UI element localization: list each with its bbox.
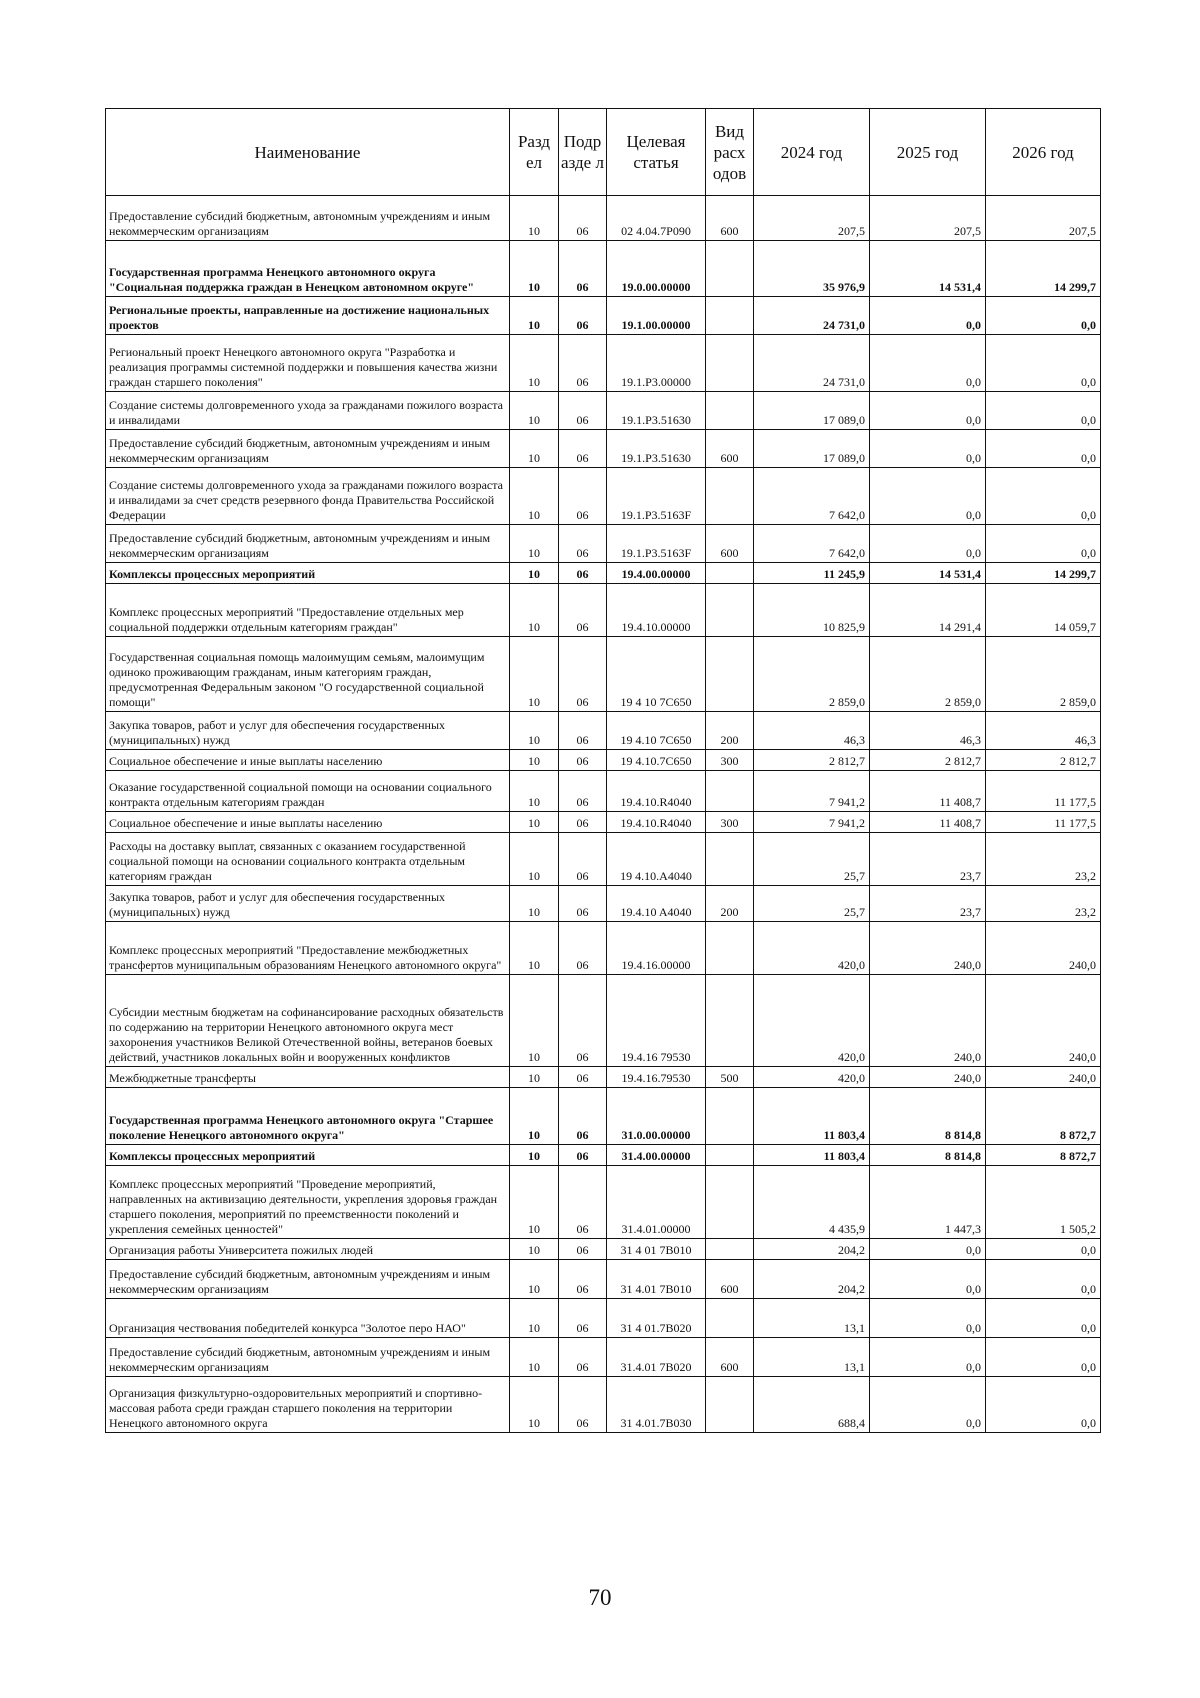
table-row — [106, 812, 1101, 833]
row-value-2025: 14 531,4 — [870, 563, 986, 584]
row-value-2026: 14 299,7 — [986, 563, 1101, 584]
row-value-2024: 204,2 — [754, 1260, 870, 1299]
row-expense-type: 600 — [706, 1338, 754, 1377]
row-value-2024: 17 089,0 — [754, 392, 870, 430]
row-subsection: 06 — [559, 712, 607, 750]
row-section: 10 — [510, 241, 559, 297]
row-expense-type — [706, 297, 754, 335]
row-expense-type — [706, 637, 754, 712]
row-value-2026: 46,3 — [986, 712, 1101, 750]
row-section: 10 — [510, 430, 559, 468]
row-name: Организация чествования победителей конкурса "Золотое перо НАО" — [106, 1299, 510, 1338]
row-name: Организация физкультурно-оздоровительных мероприятий и спортивно-массовая работа среди граждан старшего поколения на территории Ненецкого автономного округа — [106, 1377, 510, 1433]
row-target-article: 19.4.00.00000 — [607, 563, 706, 584]
row-expense-type — [706, 584, 754, 637]
row-section: 10 — [510, 975, 559, 1067]
row-expense-type: 600 — [706, 525, 754, 563]
row-target-article: 31.0.00.00000 — [607, 1088, 706, 1145]
row-section: 10 — [510, 637, 559, 712]
table-row — [106, 392, 1101, 430]
row-expense-type — [706, 922, 754, 975]
row-value-2024: 420,0 — [754, 1067, 870, 1088]
row-subsection: 06 — [559, 1166, 607, 1239]
row-value-2024: 13,1 — [754, 1338, 870, 1377]
row-value-2025: 0,0 — [870, 525, 986, 563]
row-subsection: 06 — [559, 886, 607, 922]
row-expense-type: 300 — [706, 750, 754, 771]
row-target-article: 19.1.00.00000 — [607, 297, 706, 335]
row-target-article: 19.0.00.00000 — [607, 241, 706, 297]
table-row — [106, 637, 1101, 712]
row-name: Комплекс процессных мероприятий "Проведение мероприятий, направленных на активизацию деятельности, укрепления здоровья граждан старшего поколения, мероприятий по преемственности поколений и укрепления семейных ценностей" — [106, 1166, 510, 1239]
row-value-2024: 7 642,0 — [754, 468, 870, 525]
row-target-article: 19.1.P3.51630 — [607, 430, 706, 468]
table-row — [106, 1067, 1101, 1088]
budget-table — [105, 108, 1101, 1433]
row-expense-type: 200 — [706, 886, 754, 922]
row-name: Региональные проекты, направленные на достижение национальных проектов — [106, 297, 510, 335]
row-name: Организация работы Университета пожилых людей — [106, 1239, 510, 1260]
row-name: Предоставление субсидий бюджетным, автономным учреждениям и иным некоммерческим организациям — [106, 1260, 510, 1299]
row-value-2026: 11 177,5 — [986, 812, 1101, 833]
row-name: Оказание государственной социальной помощи на основании социального контракта отдельным категориям граждан — [106, 771, 510, 812]
row-target-article: 19.4.16 79530 — [607, 975, 706, 1067]
row-subsection: 06 — [559, 1260, 607, 1299]
row-value-2024: 2 812,7 — [754, 750, 870, 771]
row-subsection: 06 — [559, 812, 607, 833]
row-value-2026: 0,0 — [986, 392, 1101, 430]
row-name: Предоставление субсидий бюджетным, автономным учреждениям и иным некоммерческим организациям — [106, 430, 510, 468]
header-subsection: Подр азде л — [559, 109, 607, 196]
row-subsection: 06 — [559, 1338, 607, 1377]
row-name: Социальное обеспечение и иные выплаты населению — [106, 812, 510, 833]
row-name: Предоставление субсидий бюджетным, автономным учреждениям и иным некоммерческим организациям — [106, 196, 510, 241]
row-subsection: 06 — [559, 584, 607, 637]
table-row — [106, 1166, 1101, 1239]
row-section: 10 — [510, 584, 559, 637]
row-value-2026: 2 859,0 — [986, 637, 1101, 712]
row-section: 10 — [510, 1088, 559, 1145]
row-value-2025: 0,0 — [870, 335, 986, 392]
row-value-2024: 25,7 — [754, 833, 870, 886]
header-target-article: Целевая статья — [607, 109, 706, 196]
row-section: 10 — [510, 1377, 559, 1433]
row-section: 10 — [510, 297, 559, 335]
row-section: 10 — [510, 1239, 559, 1260]
row-value-2025: 240,0 — [870, 1067, 986, 1088]
row-value-2024: 35 976,9 — [754, 241, 870, 297]
row-expense-type — [706, 392, 754, 430]
row-subsection: 06 — [559, 1299, 607, 1338]
row-value-2024: 46,3 — [754, 712, 870, 750]
header-2025: 2025 год — [870, 109, 986, 196]
row-value-2026: 0,0 — [986, 1338, 1101, 1377]
row-target-article: 19.4.10 A4040 — [607, 886, 706, 922]
row-subsection: 06 — [559, 297, 607, 335]
row-name: Комплекс процессных мероприятий "Предоставление отдельных мер социальной поддержки отдельным категориям граждан" — [106, 584, 510, 637]
row-subsection: 06 — [559, 335, 607, 392]
row-name: Государственная программа Ненецкого автономного округа "Социальная поддержка граждан в Ненецком автономном округе" — [106, 241, 510, 297]
row-section: 10 — [510, 833, 559, 886]
row-value-2024: 7 941,2 — [754, 812, 870, 833]
table-row — [106, 563, 1101, 584]
row-value-2025: 14 531,4 — [870, 241, 986, 297]
row-subsection: 06 — [559, 1239, 607, 1260]
row-target-article: 31 4.01 7B010 — [607, 1260, 706, 1299]
row-expense-type: 300 — [706, 812, 754, 833]
row-expense-type — [706, 1166, 754, 1239]
row-section: 10 — [510, 1260, 559, 1299]
header-expense-type: Вид расх одов — [706, 109, 754, 196]
row-value-2024: 24 731,0 — [754, 297, 870, 335]
row-subsection: 06 — [559, 975, 607, 1067]
row-value-2025: 2 812,7 — [870, 750, 986, 771]
row-expense-type: 600 — [706, 196, 754, 241]
row-name: Комплексы процессных мероприятий — [106, 563, 510, 584]
table-row — [106, 196, 1101, 241]
header-2026: 2026 год — [986, 109, 1101, 196]
row-expense-type: 600 — [706, 1260, 754, 1299]
row-value-2025: 8 814,8 — [870, 1145, 986, 1166]
header-name: Наименование — [106, 109, 510, 196]
row-name: Социальное обеспечение и иные выплаты населению — [106, 750, 510, 771]
row-target-article: 31.4.00.00000 — [607, 1145, 706, 1166]
row-value-2024: 420,0 — [754, 922, 870, 975]
row-expense-type — [706, 563, 754, 584]
header-2024: 2024 год — [754, 109, 870, 196]
table-row — [106, 430, 1101, 468]
row-value-2024: 24 731,0 — [754, 335, 870, 392]
row-value-2024: 420,0 — [754, 975, 870, 1067]
row-value-2025: 0,0 — [870, 1299, 986, 1338]
row-name: Комплекс процессных мероприятий "Предоставление межбюджетных трансфертов муниципальным образованиям Ненецкого автономного округа" — [106, 922, 510, 975]
row-value-2025: 0,0 — [870, 392, 986, 430]
row-target-article: 19 4.10 7C650 — [607, 712, 706, 750]
row-section: 10 — [510, 922, 559, 975]
row-value-2026: 207,5 — [986, 196, 1101, 241]
table-row — [106, 1338, 1101, 1377]
row-value-2024: 17 089,0 — [754, 430, 870, 468]
table-row — [106, 297, 1101, 335]
row-value-2025: 23,7 — [870, 886, 986, 922]
row-value-2024: 7 941,2 — [754, 771, 870, 812]
header-section: Разд ел — [510, 109, 559, 196]
row-value-2024: 688,4 — [754, 1377, 870, 1433]
row-value-2024: 11 245,9 — [754, 563, 870, 584]
row-name: Предоставление субсидий бюджетным, автономным учреждениям и иным некоммерческим организациям — [106, 1338, 510, 1377]
table-row — [106, 712, 1101, 750]
row-expense-type: 500 — [706, 1067, 754, 1088]
row-value-2026: 8 872,7 — [986, 1145, 1101, 1166]
row-value-2024: 7 642,0 — [754, 525, 870, 563]
row-expense-type — [706, 1088, 754, 1145]
table-row — [106, 1299, 1101, 1338]
row-subsection: 06 — [559, 922, 607, 975]
row-section: 10 — [510, 886, 559, 922]
row-name: Региональный проект Ненецкого автономного округа "Разработка и реализация программы системной поддержки и повышения качества жизни граждан старшего поколения" — [106, 335, 510, 392]
row-name: Субсидии местным бюджетам на софинансирование расходных обязательств по содержанию на территории Ненецкого автономного округа мест захоронения участников Великой Отечественной войны, ветеранов боевых действий, участников локальных войн и вооруженных конфликтов — [106, 975, 510, 1067]
row-value-2025: 2 859,0 — [870, 637, 986, 712]
table-row — [106, 1260, 1101, 1299]
row-subsection: 06 — [559, 430, 607, 468]
row-name: Закупка товаров, работ и услуг для обеспечения государственных (муниципальных) нужд — [106, 886, 510, 922]
row-value-2025: 0,0 — [870, 1377, 986, 1433]
row-target-article: 19.4.16.79530 — [607, 1067, 706, 1088]
row-expense-type — [706, 1299, 754, 1338]
row-value-2025: 1 447,3 — [870, 1166, 986, 1239]
row-subsection: 06 — [559, 1377, 607, 1433]
row-target-article: 19.4.10.00000 — [607, 584, 706, 637]
row-expense-type — [706, 335, 754, 392]
row-value-2025: 11 408,7 — [870, 771, 986, 812]
row-value-2026: 240,0 — [986, 922, 1101, 975]
table-row — [106, 1239, 1101, 1260]
row-subsection: 06 — [559, 196, 607, 241]
row-value-2026: 0,0 — [986, 297, 1101, 335]
row-target-article: 31.4.01 7B020 — [607, 1338, 706, 1377]
table-row — [106, 525, 1101, 563]
row-value-2025: 0,0 — [870, 1338, 986, 1377]
row-subsection: 06 — [559, 241, 607, 297]
row-target-article: 31 4 01.7B020 — [607, 1299, 706, 1338]
row-name: Закупка товаров, работ и услуг для обеспечения государственных (муниципальных) нужд — [106, 712, 510, 750]
row-expense-type — [706, 833, 754, 886]
row-value-2024: 10 825,9 — [754, 584, 870, 637]
row-section: 10 — [510, 771, 559, 812]
table-row — [106, 771, 1101, 812]
row-target-article: 31 4 01 7B010 — [607, 1239, 706, 1260]
table-row — [106, 335, 1101, 392]
row-value-2026: 240,0 — [986, 1067, 1101, 1088]
row-value-2025: 14 291,4 — [870, 584, 986, 637]
row-subsection: 06 — [559, 468, 607, 525]
row-value-2026: 14 299,7 — [986, 241, 1101, 297]
row-section: 10 — [510, 1166, 559, 1239]
row-value-2025: 23,7 — [870, 833, 986, 886]
row-section: 10 — [510, 1145, 559, 1166]
row-subsection: 06 — [559, 563, 607, 584]
row-section: 10 — [510, 392, 559, 430]
row-expense-type — [706, 468, 754, 525]
row-value-2025: 240,0 — [870, 975, 986, 1067]
row-section: 10 — [510, 525, 559, 563]
row-section: 10 — [510, 196, 559, 241]
row-value-2026: 8 872,7 — [986, 1088, 1101, 1145]
row-section: 10 — [510, 1067, 559, 1088]
row-value-2026: 240,0 — [986, 975, 1101, 1067]
row-name: Создание системы долговременного ухода за гражданами пожилого возраста и инвалидами за счет средств резервного фонда Правительства Российской Федерации — [106, 468, 510, 525]
row-value-2025: 11 408,7 — [870, 812, 986, 833]
row-value-2026: 23,2 — [986, 833, 1101, 886]
row-name: Создание системы долговременного ухода за гражданами пожилого возраста и инвалидами — [106, 392, 510, 430]
row-subsection: 06 — [559, 1088, 607, 1145]
row-subsection: 06 — [559, 1067, 607, 1088]
row-name: Государственная социальная помощь малоимущим семьям, малоимущим одиноко проживающим гражданам, иным категориям граждан, предусмотренная Федеральным законом "О государственной социальной помощи" — [106, 637, 510, 712]
row-value-2026: 0,0 — [986, 525, 1101, 563]
row-section: 10 — [510, 812, 559, 833]
row-value-2025: 0,0 — [870, 1260, 986, 1299]
row-target-article: 02 4.04.7P090 — [607, 196, 706, 241]
row-expense-type — [706, 975, 754, 1067]
row-name: Комплексы процессных мероприятий — [106, 1145, 510, 1166]
row-expense-type — [706, 1145, 754, 1166]
row-value-2024: 11 803,4 — [754, 1088, 870, 1145]
row-target-article: 19.1.P3.5163F — [607, 468, 706, 525]
row-value-2026: 0,0 — [986, 1299, 1101, 1338]
row-value-2024: 2 859,0 — [754, 637, 870, 712]
row-value-2025: 8 814,8 — [870, 1088, 986, 1145]
row-target-article: 19 4.10.7C650 — [607, 750, 706, 771]
row-section: 10 — [510, 750, 559, 771]
row-target-article: 19.4.16.00000 — [607, 922, 706, 975]
row-value-2025: 0,0 — [870, 297, 986, 335]
row-target-article: 19 4 10 7C650 — [607, 637, 706, 712]
table-row — [106, 886, 1101, 922]
header-row — [106, 109, 1101, 196]
row-expense-type: 600 — [706, 430, 754, 468]
row-value-2026: 0,0 — [986, 1377, 1101, 1433]
row-value-2024: 204,2 — [754, 1239, 870, 1260]
table-row — [106, 1145, 1101, 1166]
row-section: 10 — [510, 1299, 559, 1338]
row-section: 10 — [510, 1338, 559, 1377]
row-target-article: 19.1.P3.00000 — [607, 335, 706, 392]
row-value-2025: 240,0 — [870, 922, 986, 975]
row-name: Предоставление субсидий бюджетным, автономным учреждениям и иным некоммерческим организациям — [106, 525, 510, 563]
row-value-2025: 207,5 — [870, 196, 986, 241]
row-value-2026: 0,0 — [986, 335, 1101, 392]
row-section: 10 — [510, 335, 559, 392]
row-section: 10 — [510, 563, 559, 584]
row-expense-type: 200 — [706, 712, 754, 750]
row-value-2025: 0,0 — [870, 468, 986, 525]
table-row — [106, 584, 1101, 637]
table-row — [106, 241, 1101, 297]
row-value-2024: 11 803,4 — [754, 1145, 870, 1166]
row-value-2026: 23,2 — [986, 886, 1101, 922]
row-value-2025: 0,0 — [870, 1239, 986, 1260]
row-value-2025: 0,0 — [870, 430, 986, 468]
row-value-2026: 0,0 — [986, 430, 1101, 468]
row-target-article: 19.1.P3.5163F — [607, 525, 706, 563]
table-row — [106, 1377, 1101, 1433]
row-value-2024: 25,7 — [754, 886, 870, 922]
row-subsection: 06 — [559, 771, 607, 812]
page-number: 70 — [588, 1585, 612, 1610]
row-target-article: 19.4.10.R4040 — [607, 771, 706, 812]
row-target-article: 19.4.10.R4040 — [607, 812, 706, 833]
row-section: 10 — [510, 468, 559, 525]
row-value-2024: 13,1 — [754, 1299, 870, 1338]
row-subsection: 06 — [559, 750, 607, 771]
row-subsection: 06 — [559, 525, 607, 563]
row-expense-type — [706, 1239, 754, 1260]
row-subsection: 06 — [559, 833, 607, 886]
row-name: Государственная программа Ненецкого автономного округа "Старшее поколение Ненецкого автономного округа" — [106, 1088, 510, 1145]
row-value-2026: 0,0 — [986, 1260, 1101, 1299]
row-expense-type — [706, 241, 754, 297]
row-name: Расходы на доставку выплат, связанных с оказанием государственной социальной помощи на основании социального контракта отдельным категориям граждан — [106, 833, 510, 886]
table-row — [106, 750, 1101, 771]
row-target-article: 31 4.01.7B030 — [607, 1377, 706, 1433]
row-value-2026: 0,0 — [986, 1239, 1101, 1260]
table-row — [106, 922, 1101, 975]
row-subsection: 06 — [559, 392, 607, 430]
row-name: Межбюджетные трансферты — [106, 1067, 510, 1088]
row-target-article: 19 4.10.A4040 — [607, 833, 706, 886]
row-subsection: 06 — [559, 637, 607, 712]
row-target-article: 19.1.P3.51630 — [607, 392, 706, 430]
row-expense-type — [706, 1377, 754, 1433]
table-row — [106, 468, 1101, 525]
row-target-article: 31.4.01.00000 — [607, 1166, 706, 1239]
row-value-2024: 4 435,9 — [754, 1166, 870, 1239]
row-subsection: 06 — [559, 1145, 607, 1166]
table-row — [106, 975, 1101, 1067]
row-expense-type — [706, 771, 754, 812]
row-value-2026: 2 812,7 — [986, 750, 1101, 771]
budget-table-container — [105, 108, 1100, 1433]
row-section: 10 — [510, 712, 559, 750]
row-value-2026: 1 505,2 — [986, 1166, 1101, 1239]
table-row — [106, 833, 1101, 886]
row-value-2026: 11 177,5 — [986, 771, 1101, 812]
row-value-2024: 207,5 — [754, 196, 870, 241]
row-value-2026: 0,0 — [986, 468, 1101, 525]
row-value-2026: 14 059,7 — [986, 584, 1101, 637]
row-value-2025: 46,3 — [870, 712, 986, 750]
table-row — [106, 1088, 1101, 1145]
